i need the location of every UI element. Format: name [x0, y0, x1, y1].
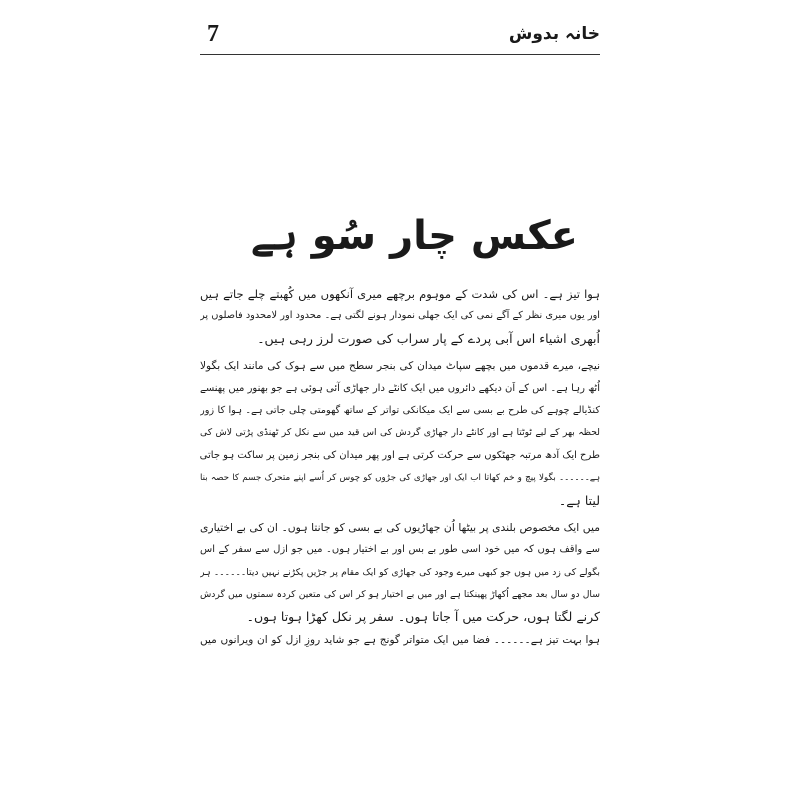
text-line: نیچے، میرے قدموں میں بچھے سپاٹ میدان کی بنجر سطح میں سے ہوک کی مانند ایک بگولا: [200, 360, 600, 373]
paragraph: [200, 355, 600, 512]
text-line: ہوا تیز ہے۔ اس کی شدت کے موہوم برچھے میری آنکھوں میں کُھبتے چلے جاتے ہیں: [200, 287, 600, 301]
chapter-title: عکس چار سُو ہے: [250, 213, 578, 259]
text-line: اور یوں میری نظر کے آگے نمی کی ایک جھلی نمودار ہونے لگتی ہے۔ محدود اور لامحدود فاصلوں پر: [200, 310, 600, 322]
running-title: خانہ بدوش: [508, 24, 600, 44]
text-line: طرح ایک آدھ مرتبہ جھٹکوں سے حرکت کرتی ہے اور پھر میدان کی بنجر زمین پر ساکت ہو جاتی: [200, 449, 600, 461]
text-line: میں ایک مخصوص بلندی پر بیٹھا اُن جھاڑیوں کی بے بسی کو جانتا ہوں۔ ان کی بے اختیاری: [200, 520, 600, 534]
paragraph: [200, 629, 600, 651]
text-line: اُٹھ رہا ہے۔ اس کے اَن دیکھے دائروں میں ایک کانٹے دار جھاڑی آئی ہوئی ہے جو بھنور میں پھنسے: [200, 382, 600, 394]
text-line: کرنے لگتا ہوں، حرکت میں آ جاتا ہوں۔ سفر پر نکل کھڑا ہوتا ہوں۔: [246, 609, 600, 625]
text-line: لیتا ہے۔: [558, 492, 600, 508]
text-line: ہوا بہت تیز ہے۔۔۔۔۔۔ فضا میں ایک متواتر گونج ہے جو شاید روزِ ازل کو ان ویرانوں میں: [200, 633, 600, 646]
text-line: کنڈیالے چوہے کی طرح بے بسی سے ایک میکانکی تواتر کے ساتھ گھومتی چلی جاتی ہے۔ ہوا کا زور: [200, 404, 600, 416]
text-line: سے واقف ہوں کہ میں خود اسی طور بے بس اور بے اختیار ہوں۔ میں جو ازل سے سفر کے اس: [200, 544, 600, 556]
header-divider: [200, 54, 600, 55]
text-line: لحظہ بھر کے لیے ٹوٹتا ہے اور کانٹے دار جھاڑی گردش کی اس قید میں سے نکل کر ٹھنڈی پڑتی لاش کی: [200, 427, 600, 439]
text-line: بگولے کی زد میں ہوں جو کبھی میرے وجود کی جھاڑی کو ایک مقام پر جڑیں پکڑنے نہیں دیتا۔۔۔۔۔۔ ہر: [200, 566, 600, 578]
text-line: ہے۔۔۔۔۔۔ بگولا پیچ و خم کھاتا اب ایک اور جھاڑی کی جڑوں کو چوس کر اُسے اپنے متحرک جسم کا حصہ بنا: [200, 473, 600, 484]
text-line: سال دو سال بعد مجھے اُکھاڑ پھینکتا ہے اور میں بے اختیار ہو کر اس کی متعین کردہ سمتوں میں گردش: [200, 589, 600, 601]
text-line: اُبھری اشیاء اس آبی پردے کے پار سراب کی صورت لرز رہی ہیں۔: [257, 330, 600, 346]
body-text: [200, 283, 600, 651]
page-number: 7: [207, 21, 219, 47]
paragraph: [200, 517, 600, 629]
paragraph: [200, 283, 600, 350]
